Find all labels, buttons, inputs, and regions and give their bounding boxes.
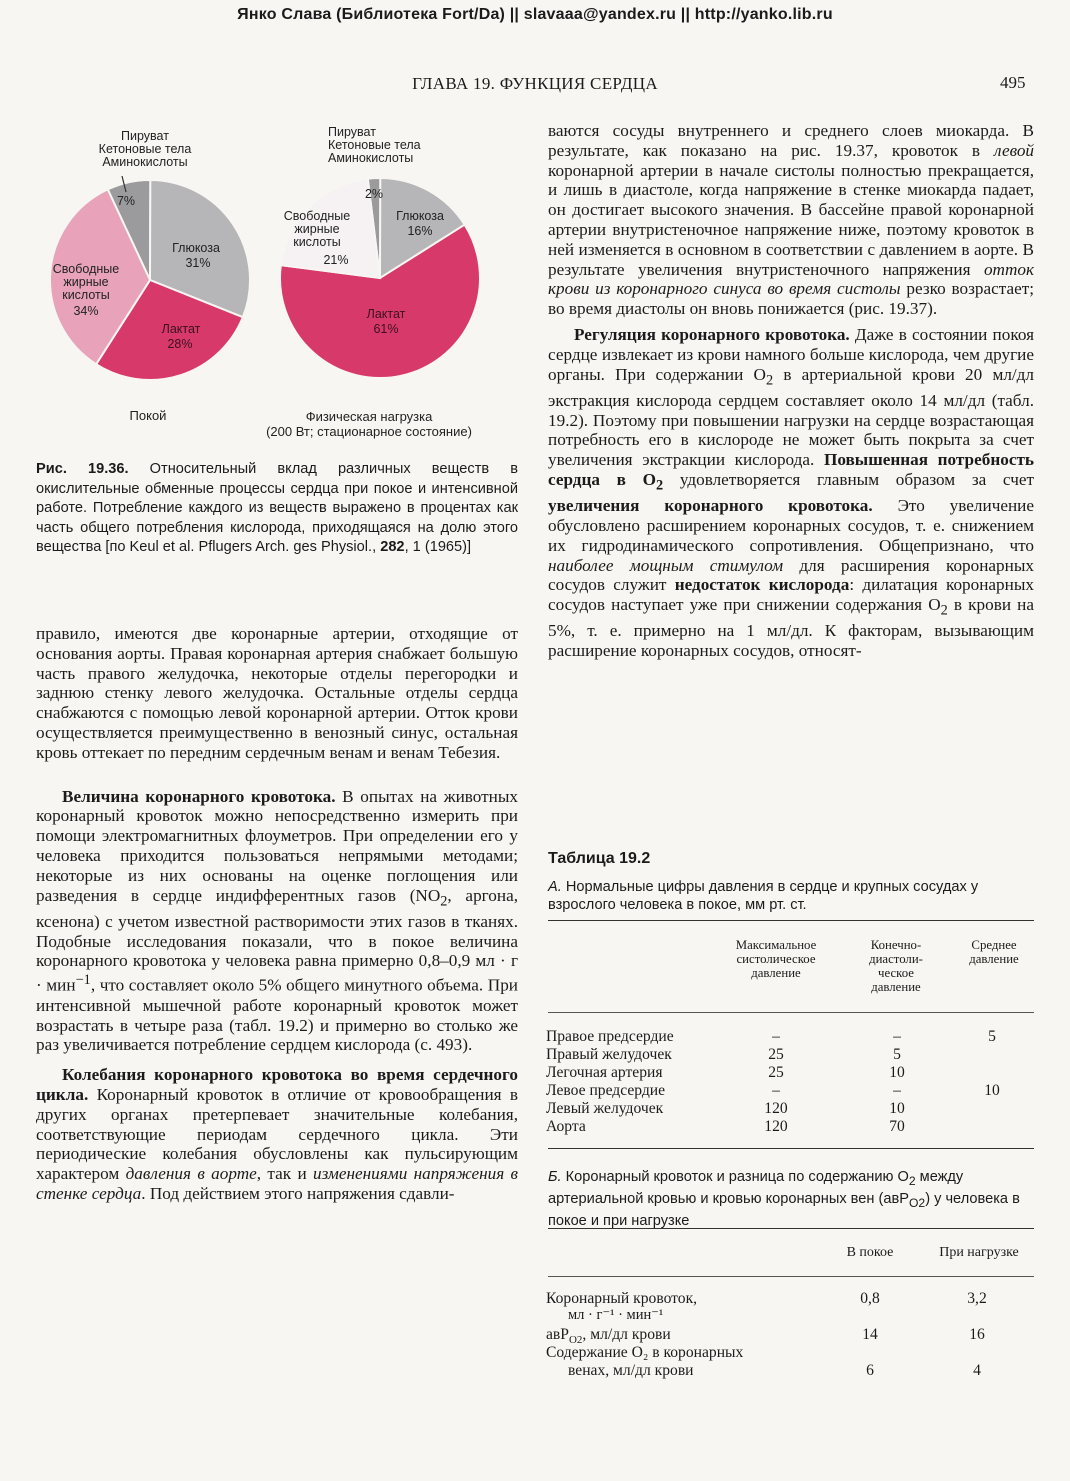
left-column: [36, 624, 518, 1204]
table-a-row-5-c1: 120: [764, 1100, 788, 1117]
rest-label-glucose: Глюкоза: [172, 241, 220, 255]
exercise-pct-glucose: 16%: [407, 224, 433, 238]
p3-em1: давления в аорте: [125, 1164, 257, 1184]
table-a-row-4-label: Левое предсердие: [546, 1082, 666, 1099]
table-b-row-1-label2: мл · г⁻¹ · мин⁻¹: [568, 1307, 664, 1323]
table-a-bottom-rule: [548, 1148, 1034, 1149]
r1-a: ваются сосуды внутреннего и среднего слоев миокарда. В результате, как показано на рис. 19.37, кровоток в: [548, 121, 1034, 160]
table-b-row-2-label-tail: , мл/дл крови: [582, 1326, 671, 1343]
exercise-label-pyruvate: Пируват Кетоновые тела Аминокислоты: [328, 125, 421, 165]
r2-bold3: недостаток кислорода: [674, 575, 850, 595]
table-a-header-2: Конечно- диастоли- ческое давление: [869, 938, 923, 994]
watermark: Янко Слава (Библиотека Fort/Da) || slavaaa@yandex.ru || http://yanko.lib.ru: [237, 6, 833, 23]
table-a-row-2-c2: 5: [893, 1046, 901, 1063]
heading-regulation: Регуляция коронарного кровотока.: [574, 324, 850, 344]
table-b-row-3-c1: 6: [866, 1362, 874, 1379]
p3-em2: изменениями напряжения в стенке сердца: [36, 1164, 519, 1203]
figure-caption-label: Рис. 19.36.: [36, 461, 129, 477]
table-b-row-1-c1: 0,8: [860, 1290, 880, 1307]
figure-caption-volume: 282: [380, 539, 405, 556]
rest-label-pyruvate: Пируват Кетоновые тела Аминокислоты: [98, 129, 192, 169]
table-a-row-6-c2: 70: [889, 1118, 905, 1135]
left-paragraph-2: [36, 787, 518, 1056]
table-b-row-1-c2: 3,2: [967, 1290, 987, 1307]
heading-coronary-flow-value: Величина коронарного кровотока.: [62, 786, 336, 806]
r2-d: Это увеличение обусловлено расширением коронарных сосудов, т. е. снижением их гидродинамического сопротивления. Общепризнано, что: [548, 496, 1034, 555]
table-b-caption-a: Коронарный кровоток и разница по содержанию O: [565, 1169, 909, 1185]
heading-flow-oscillation: Колебания коронарного кровотока во время сердечного цикла.: [36, 1065, 518, 1104]
exercise-pct-lactate: 61%: [373, 322, 399, 336]
p2-text-c: , что составляет около 5% общего минутного объема. При интенсивной мышечной работе коронарный кровоток может возрастать в четыре раза (табл. 19.2) и примерно во столько же раз увеличивается потребление сердцем кислорода (с. 493).: [36, 975, 518, 1055]
rest-caption: Покой: [129, 408, 167, 423]
table-a-row-1-label: Правое предсердие: [546, 1028, 674, 1045]
table-a-row-5-label: Левый желудочек: [546, 1100, 664, 1117]
rest-pct-lactate: 28%: [167, 337, 193, 351]
table-a-row-1-c3: 5: [988, 1028, 996, 1045]
table-a-row-4-c1: –: [772, 1082, 780, 1099]
r1-em: левой: [994, 140, 1035, 160]
r2-b: в артериальной крови 20 мл/дл экстракция кислорода сердцем составляет около 14 мл/дл (табл. 19.2). Поэтому при повышении нагрузки на сердце возрастающая потребность его в кислороде не может быть покрыта за счет увеличения экстракции кислорода.: [548, 364, 1034, 470]
table-b-row-1-label: Коронарный кровоток,: [546, 1290, 698, 1307]
r2-a: Даже в состоянии покоя сердце извлекает из крови намного больше кислорода, чем другие органы. При содержании O: [548, 324, 1034, 384]
exercise-label-glucose: Глюкоза: [396, 209, 444, 223]
table-a-caption: [548, 878, 1036, 914]
table-b-caption-sub2: O2: [908, 1195, 926, 1210]
table-b-caption: [548, 1168, 1036, 1230]
r2-e: для расширения коронарных сосудов служит: [548, 555, 1034, 595]
exercise-caption: Физическая нагрузка (200 Вт; стационарное состояние): [266, 409, 472, 439]
table-b-header-2: При нагрузке: [939, 1245, 1019, 1260]
exercise-label-lactate: Лактат: [366, 307, 406, 321]
left-paragraph-3: [36, 1065, 518, 1204]
table-b-caption-b: между артериальной кровью и кровью коронарных вен (авP: [548, 1169, 964, 1207]
r2-em: наиболее мощным стимулом: [548, 555, 784, 575]
table-a-row-4-c3: 10: [984, 1082, 1000, 1099]
table-b-top-rule: [548, 1228, 1034, 1229]
rest-pct-ffa: 34%: [73, 304, 99, 318]
table-b-row-2-c2: 16: [969, 1326, 985, 1343]
p2-sup: −1: [75, 972, 91, 989]
page-number: 495: [1000, 73, 1026, 92]
table-title: Таблица 19.2: [548, 850, 651, 867]
table-b-row-2-label-sub: O2: [568, 1334, 583, 1347]
rest-pct-pyruvate: 7%: [116, 194, 136, 208]
table-a-caption-text: Нормальные цифры давления в сердце и крупных сосудах у взрослого человека в покое, мм рт. ст.: [548, 879, 979, 913]
table-a-letter: А.: [548, 879, 562, 895]
exercise-pct-pyruvate: 2%: [364, 187, 384, 201]
table-b-row-2-label-a: авP: [546, 1326, 569, 1343]
table-a-header-3: Среднее давление: [969, 938, 1019, 966]
table-b-row-3-label: Содержание O₂ в коронарных: [546, 1344, 744, 1361]
table-a-row-3-label: Легочная артерия: [546, 1064, 663, 1081]
p2-sub: 2: [440, 893, 448, 909]
r2-bold2: увеличения коронарного кровотока.: [548, 496, 873, 516]
p3-text-b: , так и: [256, 1164, 307, 1184]
p3-text-c: . Под действием этого напряжения сдавли-: [141, 1183, 455, 1203]
r1-b: коронарной артерии в начале систолы полностью прекращается, и лишь в диастоле, когда напряжение в стенке миокарда падает, он достигает высокого значения. В бассейне правой коронарной артерии внутристеночное напряжение ниже, поэтому кровоток в ней изменяется в основном в соответствии с давлением в аорте. В результате увеличения внутристеночного напряжения: [548, 160, 1034, 279]
figure-caption: [36, 460, 518, 558]
r2-sub2: 2: [656, 477, 664, 494]
table-b-header-1: В покое: [846, 1245, 894, 1260]
table-b-row-3-label2: венах, мл/дл крови: [568, 1362, 694, 1379]
r1-em2: отток крови из коронарного синуса во время систолы: [548, 259, 1035, 299]
r2-f: : дилатация коронарных сосудов наступает уже при снижении содержания O: [548, 575, 1034, 615]
table-b-caption-c: ) у человека в покое и при нагрузке: [548, 1190, 1020, 1229]
table-a-header-1: Максимальное систолическое давление: [735, 938, 817, 980]
table-b-caption-sub: 2: [908, 1173, 916, 1188]
p2-text-a: В опытах на животных коронарный кровоток можно непосредственно измерить при помощи электромагнитных флоуметров. При определении его у человека приходится пользоваться непрямыми методами; некоторые из них основаны на оценке поглощения или разведения в сердце индифферентных газов (NO: [36, 786, 518, 905]
table-b-header-rule: [548, 1276, 1034, 1277]
table-b-letter: Б.: [548, 1169, 562, 1185]
table-b-row-3-c2: 4: [973, 1362, 981, 1379]
table-a-row-1-c2: –: [893, 1028, 901, 1045]
r2-sub1: 2: [765, 372, 774, 388]
rest-label-ffa: Свободные жирные кислоты: [52, 262, 120, 302]
table-b-row-2-c1: 14: [862, 1326, 878, 1343]
running-head: ГЛАВА 19. ФУНКЦИЯ СЕРДЦА: [412, 74, 658, 93]
rest-label-lactate: Лактат: [161, 322, 201, 336]
table-a-row-4-c2: –: [893, 1082, 901, 1099]
table-a-row-3-c1: 25: [768, 1064, 784, 1081]
left-paragraph-1: правило, имеются две коронарные артерии, отходящие от основания аорты. Правая коронарная артерия снабжает большую часть правого желудочка, некоторые отделы перегородки и заднюю стенку левого желудочка. Остальные отделы сердца снабжаются с помощью левой коронарной артерии. Отток крови осуществляется преимущественно в венозный синус, остальная кровь оттекает по передним сердечным венам и венам Тебезия.: [36, 624, 518, 762]
table-a-row-3-c2: 10: [889, 1064, 905, 1081]
table-a-row-1-c1: –: [772, 1028, 780, 1045]
right-paragraph-1: [548, 121, 1034, 319]
p3-text-a: Коронарный кровоток в отличие от кровообращения в других органах претерпевает значительные колебания, соответствующие периодам сердечного цикла. Эти периодические колебания обусловлены как пульсирующим характером: [36, 1084, 519, 1184]
r2-g: в крови на 5%, т. е. примерно на 1 мл/дл. К факторам, вызывающим расширение коронарных сосудов, относят-: [548, 595, 1034, 661]
right-column: [548, 121, 1034, 661]
figure-19-36: [38, 120, 526, 445]
exercise-label-ffa: Свободные жирные кислоты: [283, 209, 351, 249]
p2-text-b: , аргона, ксенона) с учетом известной растворимости этих газов в тканях. Подобные исследования показали, что в покое величина коронарного кровотока у человека равна примерно 0,8–0,9 мл · г · мин: [36, 885, 518, 995]
figure-caption-tail: , 1 (1965)]: [404, 539, 472, 556]
table-a-top-rule: [548, 920, 1034, 921]
table-a-row-5-c2: 10: [889, 1100, 905, 1117]
rest-pct-glucose: 31%: [185, 256, 211, 270]
figure-caption-text: Относительный вклад различных веществ в окислительные обменные процессы сердца при покое и интенсивной работе. Потребление каждого из веществ выражено в процентах как часть общего потребления кислорода, приходящаяся на долю этого вещества [по Keul et al. Pflugers Arch. ges Physiol.,: [36, 461, 519, 556]
table-a-row-2-c1: 25: [768, 1046, 784, 1063]
r2-bold1: Повышенная потребность сердца в O: [548, 450, 1034, 489]
table-a-row-2-label: Правый желудочек: [546, 1046, 672, 1063]
r1-c: резко возрастает; во время диастолы он вновь понижается (рис. 19.37).: [548, 279, 1035, 319]
table-a-header-rule: [548, 1012, 1034, 1013]
r2-c: удовлетворяется главным образом за счет: [679, 469, 1034, 489]
table-a-row-6-c1: 120: [764, 1118, 788, 1135]
exercise-pct-ffa: 21%: [323, 253, 349, 267]
r2-sub3: 2: [940, 602, 948, 619]
table-a-row-6-label: Аорта: [546, 1118, 586, 1135]
right-paragraph-2: [548, 325, 1034, 661]
